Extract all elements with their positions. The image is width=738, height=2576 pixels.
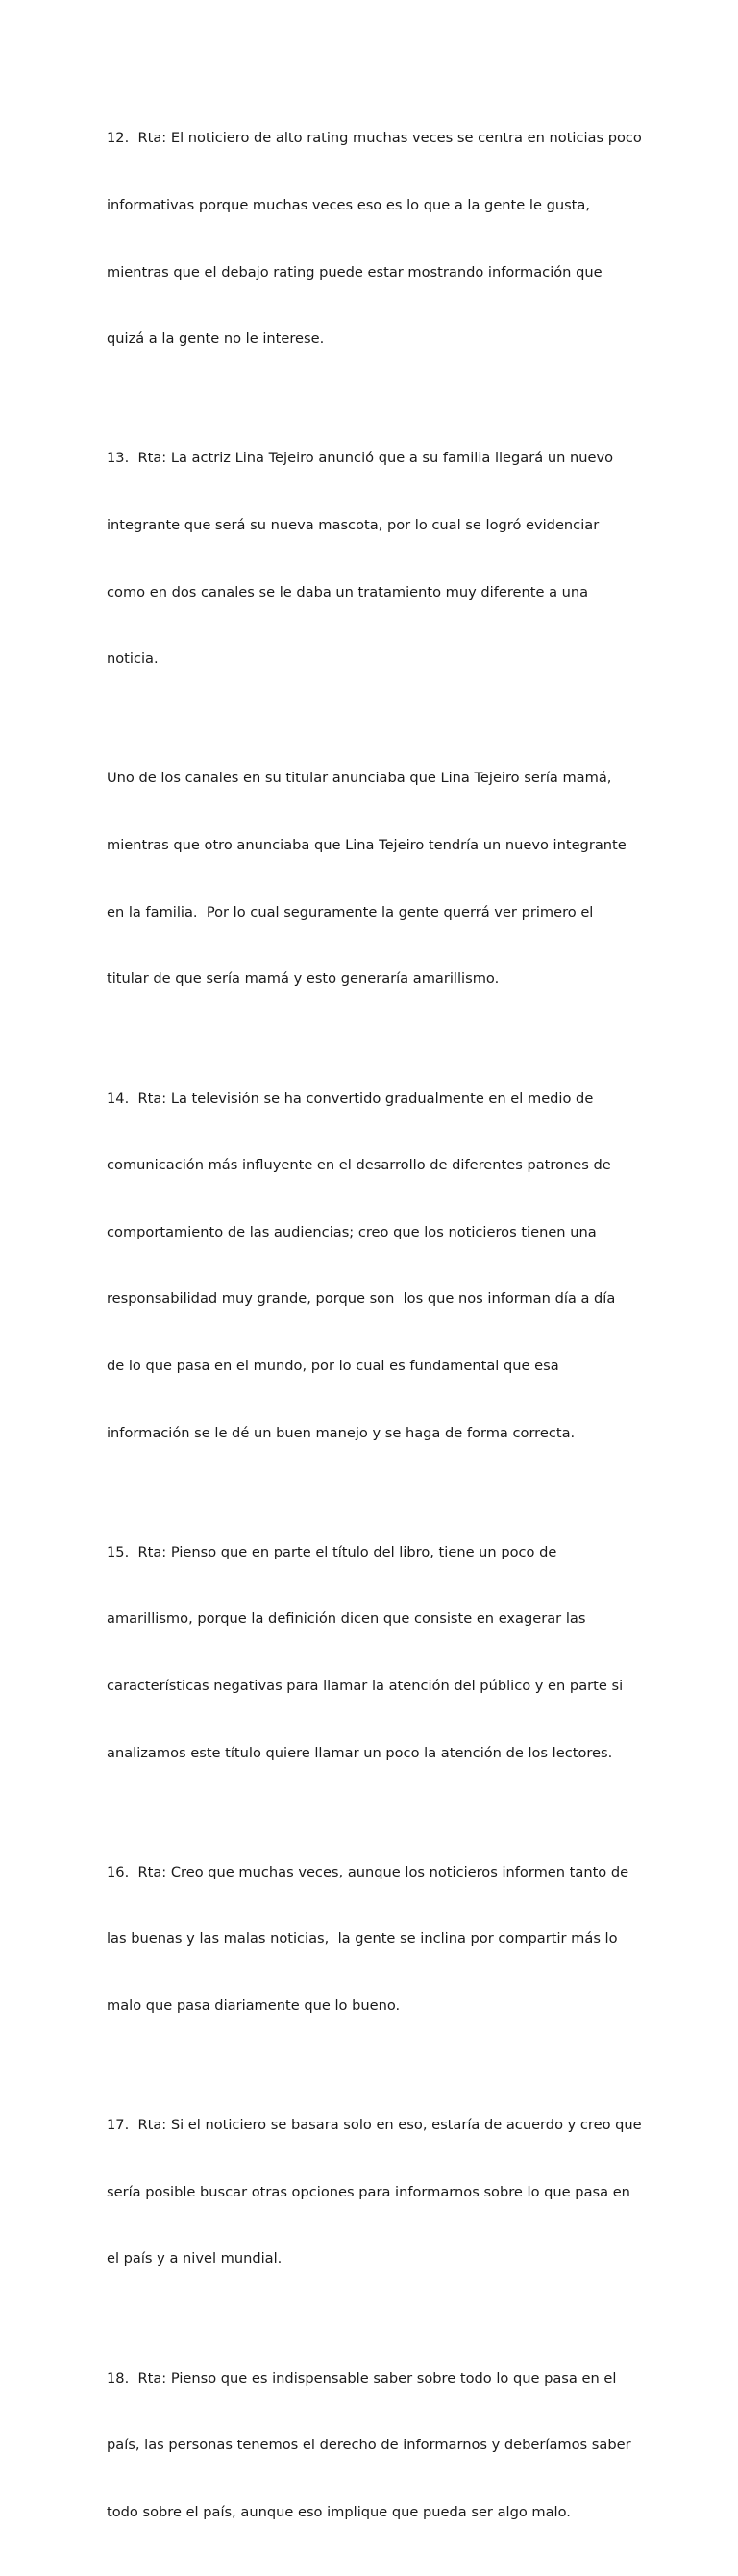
- text-line: todo sobre el país, aunque eso implique que pueda ser algo malo.: [107, 2503, 571, 2520]
- document-page: [107, 83, 642, 2576]
- text-line: 14. Rta: La televisión se ha convertido gradualmente en el medio de: [107, 1090, 594, 1107]
- answer-13-paragraph: [107, 403, 633, 715]
- text-line: malo que pasa diariamente que lo bueno.: [107, 1998, 401, 2014]
- text-line: Uno de los canales en su titular anunciaba que Lina Tejeiro sería mamá,: [107, 770, 612, 787]
- answer-13-continuation-paragraph: [107, 723, 633, 1035]
- text-line: como en dos canales se le daba un tratamiento muy diferente a una: [107, 583, 589, 601]
- text-line: responsabilidad muy grande, porque son los que nos informan día a día: [107, 1290, 616, 1308]
- text-line: mientras que el debajo rating puede estar mostrando información que: [107, 263, 603, 281]
- text-line: quizá a la gente no le interese.: [107, 331, 325, 348]
- text-line: sería posible buscar otras opciones para informarnos sobre lo que pasa en: [107, 2183, 630, 2200]
- answer-14-paragraph: [107, 1043, 633, 1488]
- answer-12-paragraph: [107, 83, 642, 395]
- text-line: información se le dé un buen manejo y se haga de forma correcta.: [107, 1424, 576, 1441]
- text-line: analizamos este título quiere llamar un poco la atención de los lectores.: [107, 1744, 613, 1761]
- text-line: comunicación más influyente en el desarrollo de diferentes patrones de: [107, 1157, 611, 1174]
- text-line: las buenas y las malas noticias, la gente se inclina por compartir más lo: [107, 1930, 618, 1948]
- text-line: en la familia. Por lo cual seguramente la gente querrá ver primero el: [107, 903, 594, 920]
- text-line: amarillismo, porque la definición dicen que consiste en exagerar las: [107, 1610, 586, 1628]
- text-line: de lo que pasa en el mundo, por lo cual es fundamental que esa: [107, 1357, 559, 1374]
- answer-16-paragraph: [107, 1816, 633, 2061]
- answer-18-paragraph: [107, 2322, 633, 2567]
- text-line: informativas porque muchas veces eso es lo que a la gente le gusta,: [107, 197, 590, 214]
- text-line: 12. Rta: El noticiero de alto rating muchas veces se centra en noticias poco: [107, 130, 642, 147]
- text-line: el país y a nivel mundial.: [107, 2250, 283, 2268]
- text-line: 13. Rta: La actriz Lina Tejeiro anunció que a su familia llegará un nuevo: [107, 450, 614, 467]
- text-line: integrante que será su nueva mascota, por lo cual se logró evidenciar: [107, 517, 600, 534]
- text-line: 15. Rta: Pienso que en parte el título del libro, tiene un poco de: [107, 1543, 557, 1560]
- answer-17-paragraph: [107, 2070, 642, 2315]
- text-line: titular de que sería mamá y esto generaría amarillismo.: [107, 970, 500, 988]
- text-line: noticia.: [107, 650, 159, 668]
- text-line: comportamiento de las audiencias; creo que los noticieros tienen una: [107, 1223, 597, 1240]
- text-line: país, las personas tenemos el derecho de informarnos y deberíamos saber: [107, 2437, 631, 2454]
- answer-15-paragraph: [107, 1496, 633, 1808]
- text-line: mientras que otro anunciaba que Lina Tejeiro tendría un nuevo integrante: [107, 837, 627, 854]
- text-line: 17. Rta: Si el noticiero se basara solo en eso, estaría de acuerdo y creo que: [107, 2117, 642, 2134]
- text-line: características negativas para llamar la atención del público y en parte si: [107, 1677, 624, 1694]
- text-line: 16. Rta: Creo que muchas veces, aunque los noticieros informen tanto de: [107, 1863, 629, 1880]
- text-line: 18. Rta: Pienso que es indispensable saber sobre todo lo que pasa en el: [107, 2369, 617, 2387]
